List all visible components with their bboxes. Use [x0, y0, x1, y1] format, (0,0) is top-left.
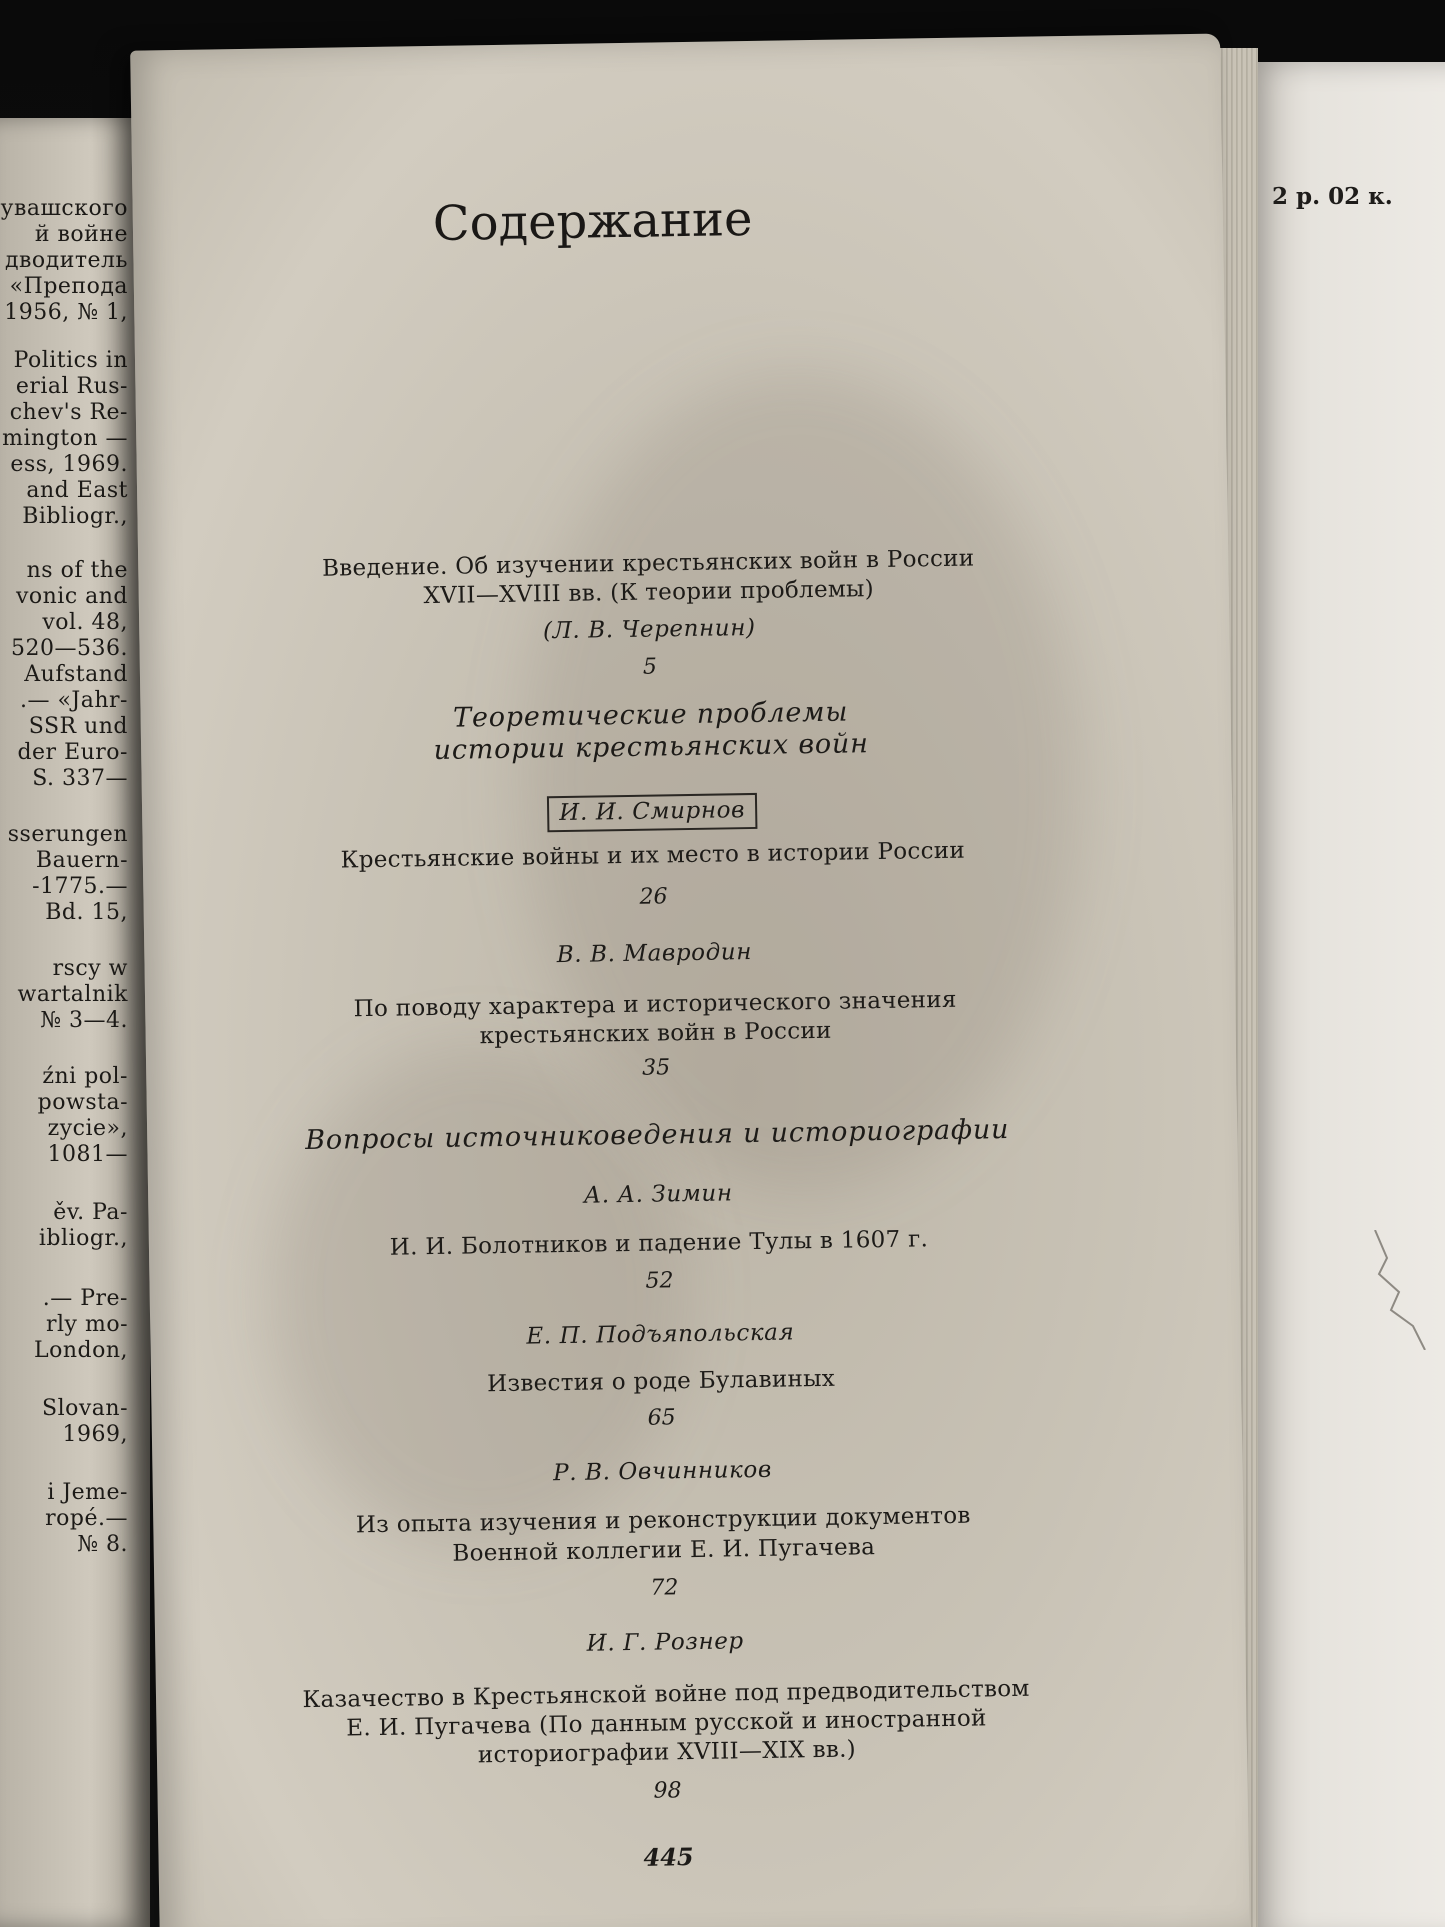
rozner-title-line: Е. И. Пугачева (По данным русской и иностранной [346, 1705, 987, 1742]
smirnov-title: Крестьянские войны и их место в истории России [340, 837, 966, 874]
podyapolskaya-title: Известия о роде Булавиных [486, 1365, 836, 1398]
left-page-line: 1081— [47, 1142, 128, 1167]
left-page-line: vonic and [15, 584, 128, 609]
left-page-line: chev's Re- [9, 400, 128, 425]
left-page-line: -1775.— [32, 874, 128, 899]
left-page-line: Aufstand [24, 662, 128, 687]
intro-author: (Л. В. Черепнин) [542, 614, 756, 645]
left-page-line: ropé.— [45, 1506, 128, 1531]
left-page-line: sserungen [7, 822, 128, 847]
left-page-line: źni pol- [42, 1064, 128, 1089]
left-page-line: .— «Jahr- [19, 688, 128, 713]
ovchinnikov-title-line: Военной коллегии Е. И. Пугачева [452, 1534, 876, 1567]
left-page-line: rscy w [52, 956, 128, 981]
mavrodin-title-line: По поводу характера и исторического значения [353, 986, 957, 1023]
smirnov-author-boxed: И. И. Смирнов [547, 793, 757, 832]
left-page-line: ěv. Pa- [53, 1200, 128, 1225]
left-page-line: erial Rus- [15, 374, 128, 399]
intro-title-line: Введение. Об изучении крестьянских войн в России [321, 545, 975, 582]
section-heading: Теоретические проблемы [452, 696, 849, 734]
zimin-page-number: 52 [645, 1268, 674, 1294]
left-page-line: i Jeme- [47, 1480, 128, 1505]
cover-tear [1365, 1230, 1445, 1350]
left-page-line: rly mo- [45, 1312, 128, 1337]
left-page-line: mington — [2, 426, 128, 451]
left-page-line: увашского [0, 196, 128, 221]
price-label: 2 р. 02 к. [1272, 183, 1393, 210]
left-page-line: «Препода [9, 274, 128, 299]
mavrodin-author: В. В. Мавродин [556, 939, 753, 969]
left-page-line: 1956, № 1, [4, 300, 128, 325]
left-page-line: .— Pre- [42, 1286, 128, 1311]
left-page-line: дводитель [4, 248, 128, 273]
contents-page [130, 34, 1250, 1927]
podyapolskaya-author: Е. П. Подъяпольская [526, 1319, 795, 1350]
left-page-line: Bd. 15, [45, 900, 128, 925]
left-page-line: 520—536. [11, 636, 128, 661]
page-title: Содержание [432, 190, 753, 252]
left-page-line: wartalnik [17, 982, 128, 1007]
smirnov-page-number: 26 [639, 884, 668, 910]
left-page-line: Politics in [13, 348, 128, 373]
left-page-line: Bauern- [35, 848, 128, 873]
left-page-fragment [0, 118, 150, 1927]
mavrodin-title-line: крестьянских войн в России [479, 1017, 832, 1050]
intro-page-number: 5 [642, 654, 658, 680]
left-page-line: ibliogr., [38, 1226, 128, 1251]
ovchinnikov-page-number: 72 [650, 1575, 679, 1601]
ovchinnikov-author: Р. В. Овчинников [552, 1456, 773, 1487]
left-page-line: der Euro- [17, 740, 128, 765]
right-cover [1245, 62, 1445, 1927]
left-page-line: 1969, [62, 1422, 128, 1447]
section-heading: Вопросы источниковедения и историографии [305, 1114, 1010, 1157]
left-page-line: Bibliogr., [22, 504, 128, 529]
left-page-line: vol. 48, [42, 610, 128, 635]
left-page-line: SSR und [28, 714, 128, 739]
rozner-author: И. Г. Рознер [586, 1628, 744, 1657]
page-folio: 445 [643, 1842, 694, 1872]
rozner-title-line: Казачество в Крестьянской войне под предводительством [302, 1675, 1030, 1714]
left-page-line: and East [26, 478, 128, 503]
left-page-line: zycie», [47, 1116, 128, 1141]
left-page-line: London, [33, 1338, 128, 1363]
ovchinnikov-title-line: Из опыта изучения и реконструкции документов [355, 1502, 971, 1539]
podyapolskaya-page-number: 65 [647, 1405, 676, 1431]
left-page-line: powsta- [37, 1090, 128, 1115]
left-page-line: ns of the [26, 558, 128, 583]
mavrodin-page-number: 35 [641, 1055, 671, 1081]
zimin-title: И. И. Болотников и падение Тулы в 1607 г. [389, 1226, 929, 1261]
left-page-line: S. 337— [32, 766, 128, 791]
intro-title-line: XVII—XVIII вв. (К теории проблемы) [423, 576, 875, 610]
zimin-author: А. А. Зимин [583, 1180, 733, 1209]
left-page-line: № 8. [77, 1532, 128, 1557]
rozner-page-number: 98 [653, 1778, 682, 1804]
rozner-title-line: историографии XVIII—XIX вв.) [477, 1736, 857, 1769]
left-page-line: № 3—4. [40, 1008, 128, 1033]
left-page-line: й войне [34, 222, 128, 247]
left-page-line: ess, 1969. [10, 452, 128, 477]
section-heading: истории крестьянских войн [433, 728, 869, 766]
left-page-line: Slovan- [42, 1396, 128, 1421]
